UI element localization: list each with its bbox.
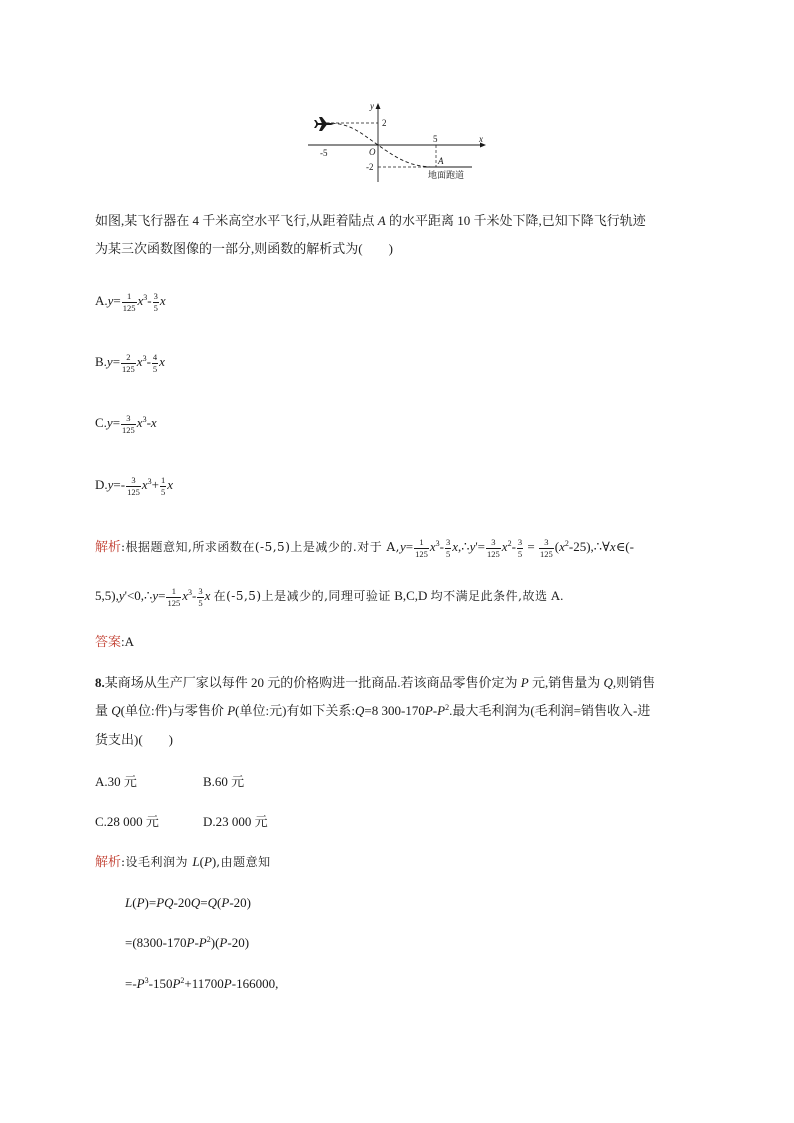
runway-label: 地面跑道 [428,170,465,180]
q7-analysis-label: 解析 [95,538,122,554]
y-axis-arrow-icon [376,103,381,109]
q8-equation-2: $=(8300-170P-P^2)(P-20)$ [125,935,250,950]
q7-option-c: C.y= $\frac{3}{125}$ $x^3-x$ [95,413,157,435]
trajectory-figure [300,98,500,183]
q8-equation-1: L(P)=PQ-20Q=Q(P-20) [125,895,251,910]
q7-option-a: A.y= $\frac{1}{125}$ $x^3-$ $\frac{3}{5}$ x [95,291,166,313]
q8-analysis-intro: 解析:设毛利润为 L(P),由题意知 [95,854,271,869]
q7-option-b: B.y= $\frac{2}{125}$ $x^3-$ $\frac{4}{5}$ x [95,352,165,374]
q7-answer [95,635,134,648]
q7-stem-line-2: 为某三次函数图像的一部分,则函数的解析式为( ) [95,241,393,256]
q8-stem-line-3: 货支出)( ) [95,732,173,747]
airplane-icon [314,117,334,131]
tick-5: 5 [433,134,438,144]
q8-stem-line-1: 8.某商场从生产厂家以每件 20 元的价格购进一批商品.若该商品零售价定为 P 元,销售量为 Q,则销售 [95,675,656,690]
q8-option-b: B.60 元 [203,774,245,789]
q7-analysis-line-2: 5,5),y'<0,∴y= $\frac{1}{125}$ $x^3-$ $\frac{3}{5}$ x 在(-5,5)上是减少的,同理可验证 B,C,D 均不满足此条件,故选 A. [95,586,564,608]
q8-number: 8. [95,675,105,690]
y-axis-label: y [370,101,374,111]
q8-analysis-label: 解析 [95,854,122,869]
q7-analysis-line-1: 解析:根据题意知,所求函数在(-5,5)上是减少的.对于 A,y= $\frac{1}{125}$ $x^3-$ $\frac{3}{5}$ x,∴y'= $\frac{3}{125}$ $x^2-$ $\frac{3}{5}$ = $\frac{3}{125}$ $(x^2-25),\therefore\forall x\in(-$ [95,537,634,559]
q7-stem-line-1: 如图,某飞行器在 4 千米高空水平飞行,从距着陆点 A 的水平距离 10 千米处下降,已知下降飞行轨迹 [95,213,646,228]
q8-option-a: A.30 元 [95,774,137,789]
q8-equation-3: $=-P^3-150P^2+11700P-166000$, [125,976,279,991]
q7-answer-value: :A [121,634,135,649]
point-a-label: A [438,156,444,166]
q7-answer-label: 答案 [95,634,122,649]
x-axis-label: x [479,134,483,144]
q8-option-c: C.28 000 元 [95,814,159,829]
q7-option-d: D.y=- $\frac{3}{125}$ $x^3+$ $\frac{1}{5}$ x [95,475,173,497]
tick-2: 2 [382,118,387,128]
origin-label: O [369,147,376,157]
tick-neg2: -2 [366,162,374,172]
q8-option-d: D.23 000 元 [203,814,268,829]
tick-neg5: -5 [320,148,328,158]
q8-stem-line-2: 量 Q(单位:件)与零售价 P(单位:元)有如下关系:Q=8 $300-170P-P^2$.最大毛利润为(毛利润=销售收入-进 [95,703,651,718]
